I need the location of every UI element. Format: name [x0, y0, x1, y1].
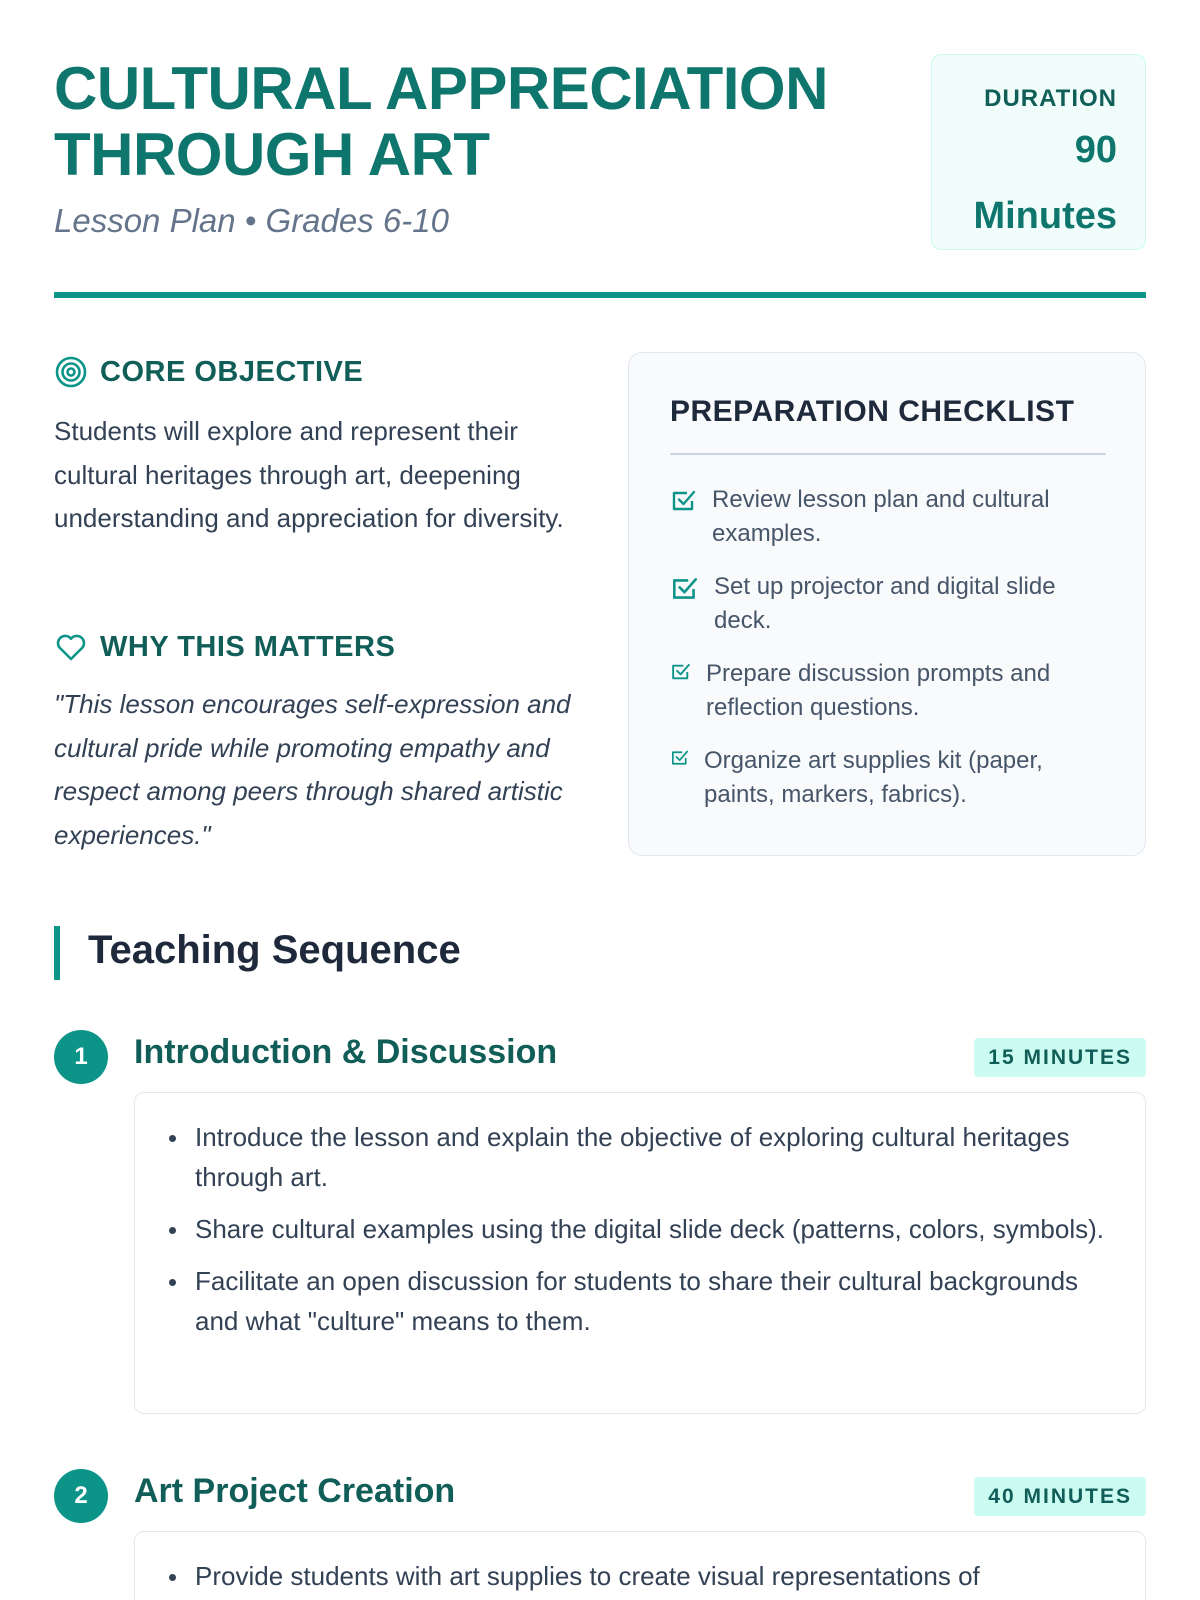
step-bullet: Provide students with art supplies to create visual representations of	[163, 1556, 1105, 1596]
page-subtitle: Lesson Plan • Grades 6-10	[54, 202, 449, 239]
checklist-item-label: Prepare discussion prompts and reflection questions.	[706, 660, 1051, 721]
why-heading	[54, 630, 395, 664]
checklist-item	[670, 657, 1106, 725]
step-content	[134, 1531, 1146, 1600]
checklist-divider	[670, 453, 1106, 455]
objective-text: Students will explore and represent their cultural heritages through art, deepening understanding and appreciation for diversity.	[54, 416, 564, 533]
step-duration-badge: 15 MINUTES	[974, 1038, 1146, 1077]
step-bullet-list	[135, 1093, 1145, 1341]
checklist-item	[670, 744, 1106, 812]
sequence-title: Teaching Sequence	[88, 928, 461, 972]
sequence-accent-bar	[54, 926, 60, 980]
check-square-icon	[670, 487, 698, 515]
why-heading-label: WHY THIS MATTERS	[100, 630, 396, 663]
check-square-icon	[670, 574, 700, 604]
step-content	[134, 1092, 1146, 1414]
heart-icon	[54, 630, 88, 664]
preparation-checklist	[628, 352, 1146, 856]
checklist-item	[670, 483, 1106, 551]
checklist-item-label: Review lesson plan and cultural examples.	[712, 486, 1050, 547]
checklist-item	[670, 570, 1106, 638]
step-duration-badge: 40 MINUTES	[974, 1477, 1146, 1516]
step-title: Introduction & Discussion	[134, 1033, 558, 1071]
duration-label: DURATION	[984, 85, 1117, 112]
checklist-title: PREPARATION CHECKLIST	[670, 395, 1075, 428]
check-square-icon	[670, 661, 692, 683]
duration-card	[931, 54, 1146, 250]
check-square-icon	[670, 748, 690, 768]
step-bullet: Share cultural examples using the digital slide deck (patterns, colors, symbols).	[163, 1209, 1105, 1249]
step-number: 2	[54, 1469, 108, 1523]
step-title: Art Project Creation	[134, 1472, 456, 1510]
checklist-item-label: Organize art supplies kit (paper, paints, markers, fabrics).	[704, 747, 1043, 808]
why-text: "This lesson encourages self-expression and cultural pride while promoting empathy and respect among peers through shared artistic experiences."	[54, 689, 571, 850]
step-bullet: Introduce the lesson and explain the objective of exploring cultural heritages through art.	[163, 1117, 1105, 1197]
objective-heading	[54, 355, 363, 389]
header	[54, 52, 1146, 252]
checklist-item-label: Set up projector and digital slide deck.	[714, 573, 1056, 634]
page-title: CULTURAL APPRECIATION THROUGH ART	[54, 55, 828, 188]
target-icon	[54, 355, 88, 389]
lesson-plan-page	[54, 0, 1146, 1600]
step-bullet-list	[135, 1532, 1145, 1596]
duration-value: 90 Minutes	[973, 129, 1117, 237]
header-divider	[54, 292, 1146, 298]
objective-heading-label: CORE OBJECTIVE	[100, 355, 364, 388]
step-bullet: Facilitate an open discussion for students to share their cultural backgrounds and what "culture" means to them.	[163, 1261, 1105, 1341]
step-number: 1	[54, 1030, 108, 1084]
